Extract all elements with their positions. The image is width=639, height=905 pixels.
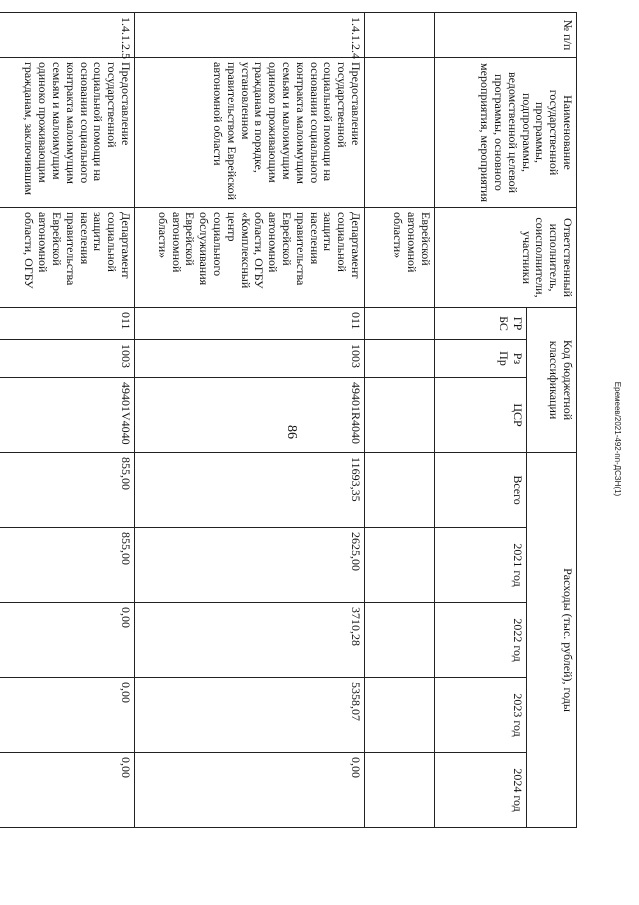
cell-2024: 0,00	[0, 753, 135, 828]
header-expenses: Расходы (тыс. рублей), годы	[527, 453, 577, 828]
table-header-row	[527, 13, 577, 828]
header-csr: ЦСР	[435, 378, 527, 453]
header-name: Наименование государственной программы, подпрограммы, ведомственной целевой программы, основного мероприятия, мероприятия	[435, 58, 577, 208]
header-2024: 2024 год	[435, 753, 527, 828]
cell-csr: 49401R4040	[135, 378, 365, 453]
cell-executor: Департамент социальной защиты населения правительства Еврейской автономной области, ОГБУ	[0, 208, 135, 308]
rotated-page-area	[22, 12, 577, 827]
cell-csr	[365, 378, 435, 453]
cell-2022: 3710,28	[135, 603, 365, 678]
table-row	[0, 13, 135, 828]
header-budget-code: Код бюджетной классификации	[527, 308, 577, 453]
header-executor: Ответственный исполнитель, соисполнители, участники	[435, 208, 577, 308]
cell-name	[365, 58, 435, 208]
cell-grbs: 011	[0, 308, 135, 340]
cell-total	[365, 453, 435, 528]
header-grbs: ГР БС	[435, 308, 527, 340]
cell-rzpr	[365, 340, 435, 378]
cell-executor: Еврейской автономной области»	[365, 208, 435, 308]
cell-2021: 855,00	[0, 528, 135, 603]
cell-num: 1.4.1.2.5	[0, 13, 135, 58]
header-num: № п/п	[435, 13, 577, 58]
cell-2022: 0,00	[0, 603, 135, 678]
cell-total: 11693,35	[135, 453, 365, 528]
cell-rzpr: 1003	[0, 340, 135, 378]
cell-rzpr: 1003	[135, 340, 365, 378]
landscape-sheet	[22, 12, 577, 827]
header-rzpr: Рз Пр	[435, 340, 527, 378]
cell-total: 855,00	[0, 453, 135, 528]
header-total: Всего	[435, 453, 527, 528]
cell-csr: 49401V4040	[0, 378, 135, 453]
cell-executor: Департамент социальной защиты населения правительства Еврейской автономной области, ОГБУ «Комплексный центр социального обслуживания Еврейской автономной области»	[135, 208, 365, 308]
cell-name: Предоставление государственной социальной помощи на основании социального контракта малоимущим семьям и малоимущим одиноко проживающим гражданам, заключившим	[0, 58, 135, 208]
cell-2024	[365, 753, 435, 828]
cell-num	[365, 13, 435, 58]
cell-2024: 0,00	[135, 753, 365, 828]
header-2022: 2022 год	[435, 603, 527, 678]
cell-2023	[365, 678, 435, 753]
cell-2023: 0,00	[0, 678, 135, 753]
cell-num: 1.4.1.2.4	[135, 13, 365, 58]
page-number: 86	[284, 425, 299, 439]
cell-grbs: 011	[135, 308, 365, 340]
cell-2021: 2625,00	[135, 528, 365, 603]
header-2023: 2023 год	[435, 678, 527, 753]
cell-2022	[365, 603, 435, 678]
budget-table	[0, 12, 577, 828]
table-row	[135, 13, 365, 828]
table-row-continuation	[365, 13, 435, 828]
cell-2023: 5358,07	[135, 678, 365, 753]
header-2021: 2021 год	[435, 528, 527, 603]
footer-document-code: Еремеев/2021-492-пп-ДСЗН(1)	[613, 381, 622, 497]
cell-2021	[365, 528, 435, 603]
cell-name: Предоставление государственной социальной помощи на основании социального контракта малоимущим семьям и малоимущим одиноко проживающим гражданам в порядке, установленном правительством Еврейской автономной области	[135, 58, 365, 208]
cell-grbs	[365, 308, 435, 340]
